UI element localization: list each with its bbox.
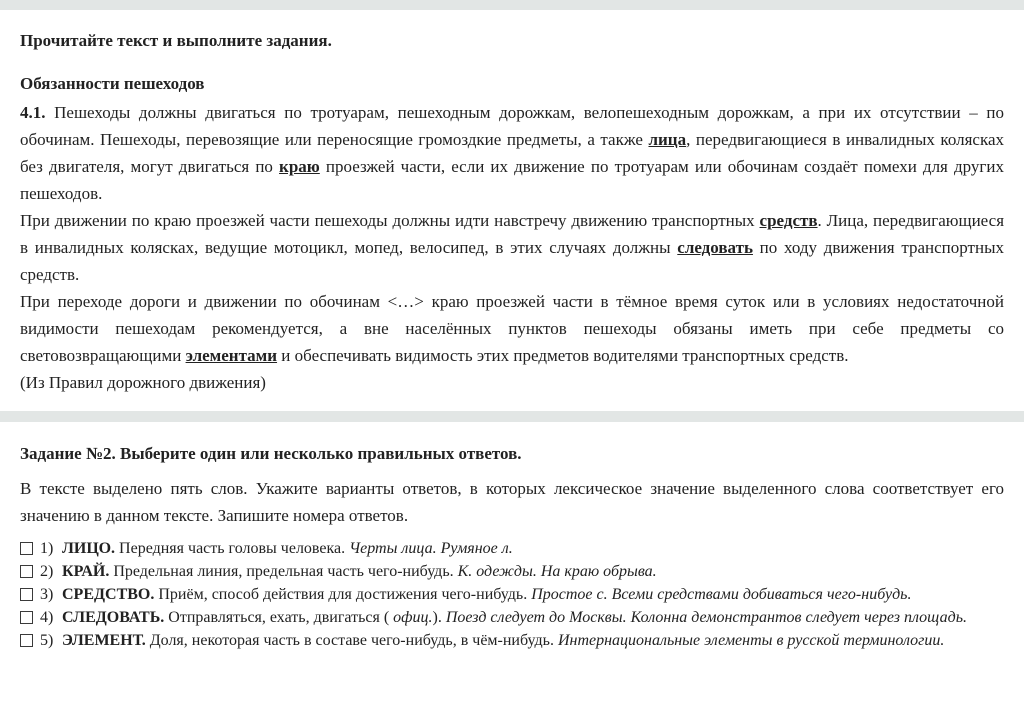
- passage-text: [20, 99, 1004, 396]
- task-heading: Задание №2. Выберите один или несколько правильных ответов.: [20, 444, 522, 463]
- passage-paragraph-2: При движении по краю проезжей части пешеходы должны идти навстречу движению транспортных средств. Лица, передвигающиеся в инвалидных колясках, ведущие мотоцикл, мопед, велосипед, в этих случаях должны следовать по ходу движения транспортных средств.: [20, 211, 1005, 284]
- option-text-5: ЭЛЕМЕНТ. Доля, некоторая часть в составе чего-нибудь, в чём-нибудь. Интернациональные элементы в русской терминологии.: [62, 632, 945, 649]
- passage-title: Обязанности пешеходов: [20, 74, 205, 93]
- option-number-5: 5): [40, 631, 54, 649]
- section-divider: [0, 411, 1024, 422]
- answer-option-5: [20, 629, 1004, 652]
- task-section: [0, 444, 1024, 652]
- answer-options-list: [20, 537, 1004, 652]
- answer-option-2: [20, 560, 1004, 583]
- task-description: В тексте выделено пять слов. Укажите варианты ответов, в которых лексическое значение выделенного слова соответствует его значению в данном тексте. Запишите номера ответов.: [20, 479, 1004, 525]
- answer-checkbox-2[interactable]: [20, 565, 33, 578]
- passage-section: [0, 31, 1024, 396]
- option-text-2: КРАЙ. Предельная линия, предельная часть чего-нибудь. К. одежды. На краю обрыва.: [62, 563, 657, 580]
- option-number-2: 2): [40, 562, 54, 580]
- option-number-4: 4): [40, 608, 54, 626]
- answer-option-1: [20, 537, 1004, 560]
- answer-checkbox-3[interactable]: [20, 588, 33, 601]
- option-text-4: СЛЕДОВАТЬ. Отправляться, ехать, двигаться ( офиц.). Поезд следует до Москвы. Колонна демонстрантов следует через площадь.: [62, 609, 967, 626]
- top-band: [0, 0, 1024, 10]
- passage-paragraph-1: 4.1. Пешеходы должны двигаться по тротуарам, пешеходным дорожкам, велопешеходным дорожкам, а при их отсутствии – по обочинам. Пешеходы, перевозящие или переносящие громоздкие предметы, а также лица, передвигающиеся в инвалидных колясках без двигателя, могут двигаться по краю проезжей части, если их движение по тротуарам или обочинам создаёт помехи для других пешеходов.: [20, 103, 1004, 203]
- option-text-3: СРЕДСТВО. Приём, способ действия для достижения чего-нибудь. Простое с. Всеми средствами добиваться чего-нибудь.: [62, 586, 912, 603]
- answer-option-4: [20, 606, 1004, 629]
- answer-checkbox-4[interactable]: [20, 611, 33, 624]
- answer-option-3: [20, 583, 1004, 606]
- option-text-1: ЛИЦО. Передняя часть головы человека. Черты лица. Румяное л.: [62, 540, 513, 557]
- page-instruction: Прочитайте текст и выполните задания.: [20, 31, 332, 50]
- option-number-1: 1): [40, 539, 54, 557]
- passage-source: (Из Правил дорожного движения): [20, 373, 266, 392]
- answer-checkbox-1[interactable]: [20, 542, 33, 555]
- option-number-3: 3): [40, 585, 54, 603]
- answer-checkbox-5[interactable]: [20, 634, 33, 647]
- passage-paragraph-3: При переходе дороги и движении по обочинам <…> краю проезжей части в тёмное время суток или в условиях недостаточной видимости пешеходам рекомендуется, а вне населённых пунктов пешеходы обязаны иметь при себе предметы со световозвращающими элементами и обеспечивать видимость этих предметов водителями транспортных средств.: [20, 292, 1004, 365]
